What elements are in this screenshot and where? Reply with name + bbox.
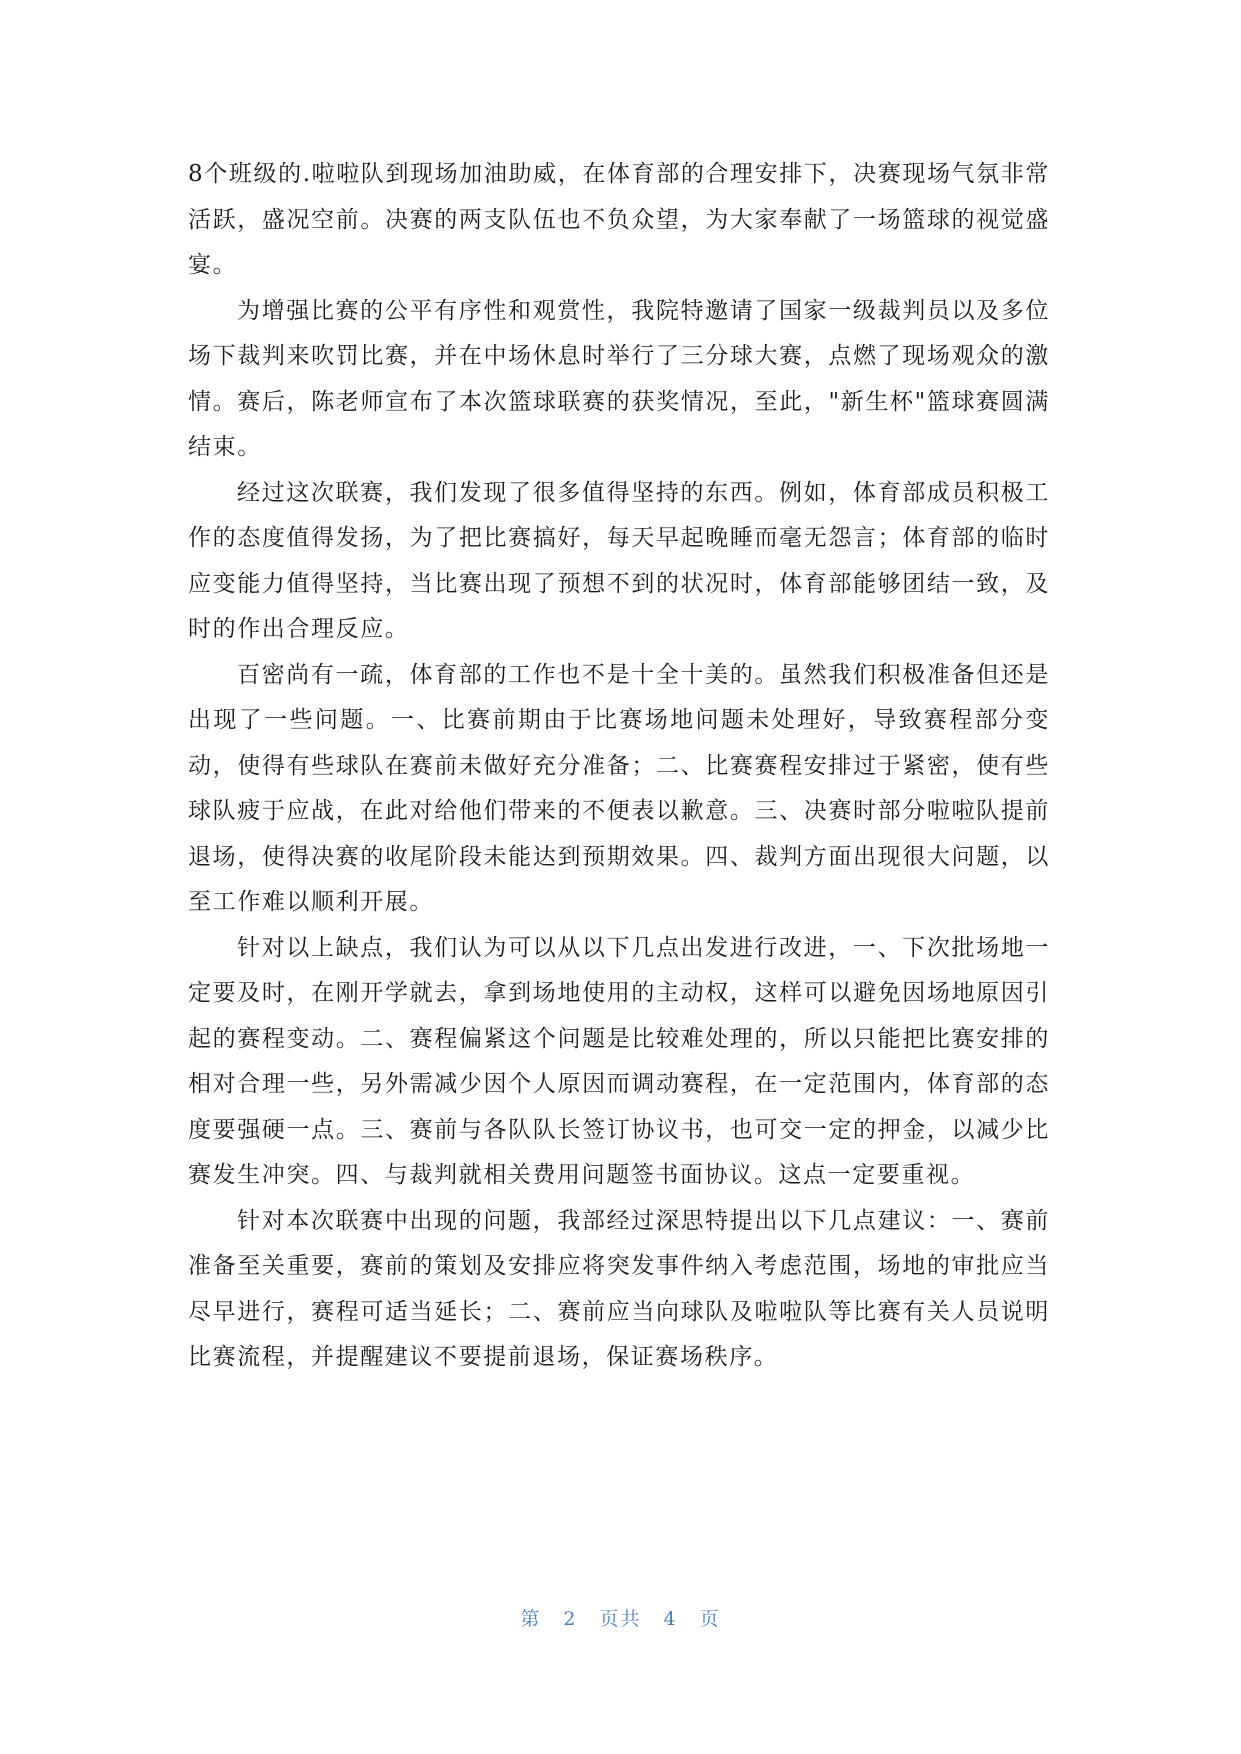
footer-total-pages: 4	[663, 1608, 678, 1630]
footer-suffix: 页	[699, 1608, 721, 1630]
paragraph-4: 百密尚有一疏，体育部的工作也不是十全十美的。虽然我们积极准备但还是出现了一些问题。一、比赛前期由于比赛场地问题未处理好，导致赛程部分变动，使得有些球队在赛前未做好充分准备；二、比赛赛程安排过于紧密，使有些球队疲于应战，在此对给他们带来的不便表以歉意。三、决赛时部分啦啦队提前退场，使得决赛的收尾阶段未能达到预期效果。四、裁判方面出现很大问题，以至工作难以顺利开展。	[188, 661, 1050, 915]
footer-prefix: 第	[520, 1608, 542, 1630]
paragraph-6: 针对本次联赛中出现的问题，我部经过深思特提出以下几点建议：一、赛前准备至关重要，赛前的策划及安排应将突发事件纳入考虑范围，场地的审批应当尽早进行，赛程可适当延长；二、赛前应当向球队及啦啦队等比赛有关人员说明比赛流程，并提醒建议不要提前退场，保证赛场秩序。	[188, 1207, 1050, 1370]
document-body	[188, 152, 1050, 1381]
footer-middle: 页共	[599, 1608, 642, 1630]
paragraph-5: 针对以上缺点，我们认为可以从以下几点出发进行改进，一、下次批场地一定要及时，在刚开学就去，拿到场地使用的主动权，这样可以避免因场地原因引起的赛程变动。二、赛程偏紧这个问题是比较难处理的，所以只能把比赛安排的相对合理一些，另外需减少因个人原因而调动赛程，在一定范围内，体育部的态度要强硬一点。三、赛前与各队队长签订协议书，也可交一定的押金，以减少比赛发生冲突。四、与裁判就相关费用问题签书面协议。这点一定要重视。	[188, 934, 1050, 1188]
paragraph-2: 为增强比赛的公平有序性和观赏性，我院特邀请了国家一级裁判员以及多位场下裁判来吹罚比赛，并在中场休息时举行了三分球大赛，点燃了现场观众的激情。赛后，陈老师宣布了本次篮球联赛的获奖情况，至此，"新生杯"篮球赛圆满结束。	[188, 297, 1050, 460]
paragraph-3: 经过这次联赛，我们发现了很多值得坚持的东西。例如，体育部成员积极工作的态度值得发扬，为了把比赛搞好，每天早起晚睡而毫无怨言；体育部的临时应变能力值得坚持，当比赛出现了预想不到的状况时，体育部能够团结一致，及时的作出合理反应。	[188, 479, 1050, 642]
paragraph-1: 8个班级的.啦啦队到现场加油助威，在体育部的合理安排下，决赛现场气氛非常活跃，盛况空前。决赛的两支队伍也不负众望，为大家奉献了一场篮球的视觉盛宴。	[188, 161, 1050, 278]
footer-current-page: 2	[563, 1608, 578, 1630]
page-footer	[0, 1604, 1241, 1631]
